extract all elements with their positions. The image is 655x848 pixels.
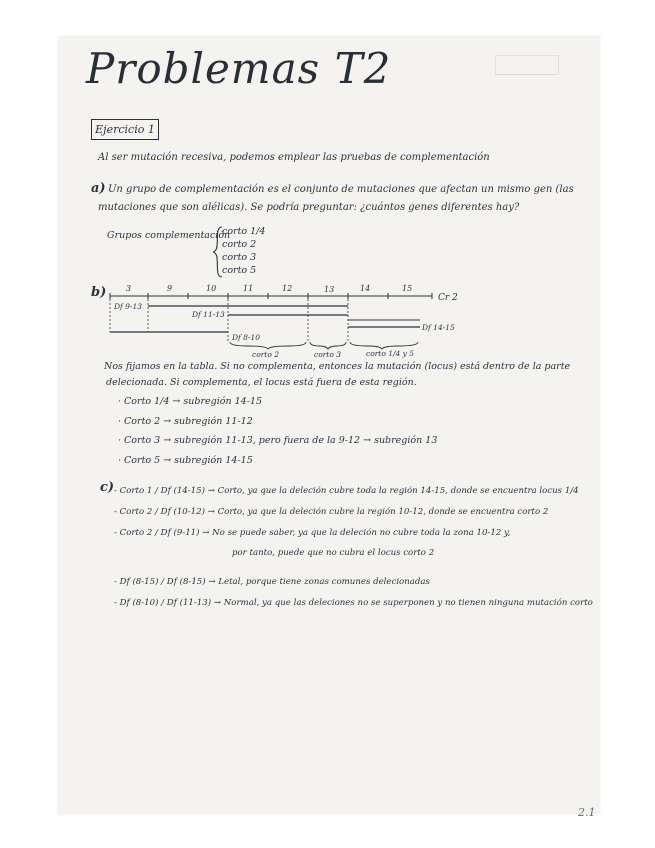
part-c-line: - Corto 1 / Df (14-15) → Corto, ya que la deleción cubre toda la región 14-15, donde se encuentra locus 1/4 <box>114 486 579 496</box>
brace-label: corto 2 <box>252 350 279 358</box>
group-item: corto 1/4 <box>222 226 266 237</box>
part-b-note-1: Nos fijamos en la tabla. Si no complementa, entonces la mutación (locus) está dentro de la parte <box>104 361 571 372</box>
bullet-item: · Corto 2 → subregión 11-12 <box>118 416 253 427</box>
deletion-map-diagram <box>92 282 472 358</box>
tick-label: 3 <box>126 284 132 293</box>
intro-text: Al ser mutación recesiva, podemos emplear las pruebas de complementación <box>98 152 490 163</box>
part-a-label: a) <box>91 181 106 196</box>
bullet-item: · Corto 5 → subregión 14-15 <box>118 455 253 466</box>
bullet-item: · Corto 1/4 → subregión 14-15 <box>118 396 263 407</box>
segment-label: Df 8-10 <box>232 333 261 342</box>
part-c-line: - Df (8-10) / Df (11-13) → Normal, ya que las deleciones no se superponen y no tienen ninguna mutación corto <box>114 598 593 608</box>
tick-label: 9 <box>167 284 173 293</box>
brace-corto-1-4-5 <box>350 342 418 349</box>
tick-label: 10 <box>206 284 217 293</box>
part-c-line: - Df (8-15) / Df (8-15) → Letal, porque tiene zonas comunes delecionadas <box>114 577 430 587</box>
part-c-label: c) <box>100 480 115 495</box>
part-a-line-2: mutaciones que son alélicas). Se podría preguntar: ¿cuántos genes diferentes hay? <box>98 202 520 213</box>
part-c-line: por tanto, puede que no cubra el locus corto 2 <box>232 548 435 558</box>
tick-label: 12 <box>282 284 293 293</box>
segment-label: Df 11-13 <box>192 310 225 319</box>
tick-label: 13 <box>324 285 335 294</box>
exercise-label: Ejercicio 1 <box>91 119 159 140</box>
bullet-item: · Corto 3 → subregión 11-13, pero fuera de la 9-12 → subregión 13 <box>118 435 438 446</box>
part-b-label: b) <box>91 285 107 300</box>
part-c-line: - Corto 2 / Df (10-12) → Corto, ya que la deleción cubre la región 10-12, donde se encuentra corto 2 <box>114 507 549 517</box>
part-c-line: - Corto 2 / Df (9-11) → No se puede saber, ya que la deleción no cubre toda la zona 10-12 y, <box>114 528 511 538</box>
page-number: 2.1 <box>578 806 596 819</box>
brace-corto-3 <box>310 342 346 349</box>
page-title: Problemas T2 <box>86 44 392 93</box>
segment-label: Df 9-13 <box>114 302 143 311</box>
group-item: corto 3 <box>222 252 257 263</box>
groups-label: Grupos complementación <box>107 230 231 241</box>
segment-label: Cr 2 <box>438 293 458 303</box>
tick-label: 14 <box>360 284 371 293</box>
part-a-line-1: Un grupo de complementación es el conjunto de mutaciones que afectan un mismo gen (las <box>108 184 574 195</box>
part-b-note-2: delecionada. Si complementa, el locus está fuera de esta región. <box>106 377 417 388</box>
group-item: corto 2 <box>222 239 257 250</box>
tick-label: 15 <box>402 284 413 293</box>
tick-label: 11 <box>243 284 254 293</box>
group-item: corto 5 <box>222 265 257 276</box>
segment-label: Df 14-15 <box>422 323 455 332</box>
faint-stamp <box>495 55 559 75</box>
brace-label: corto 3 <box>314 350 341 358</box>
brace-label: corto 1/4 y 5 <box>366 349 415 358</box>
brace-corto-2 <box>230 342 306 349</box>
